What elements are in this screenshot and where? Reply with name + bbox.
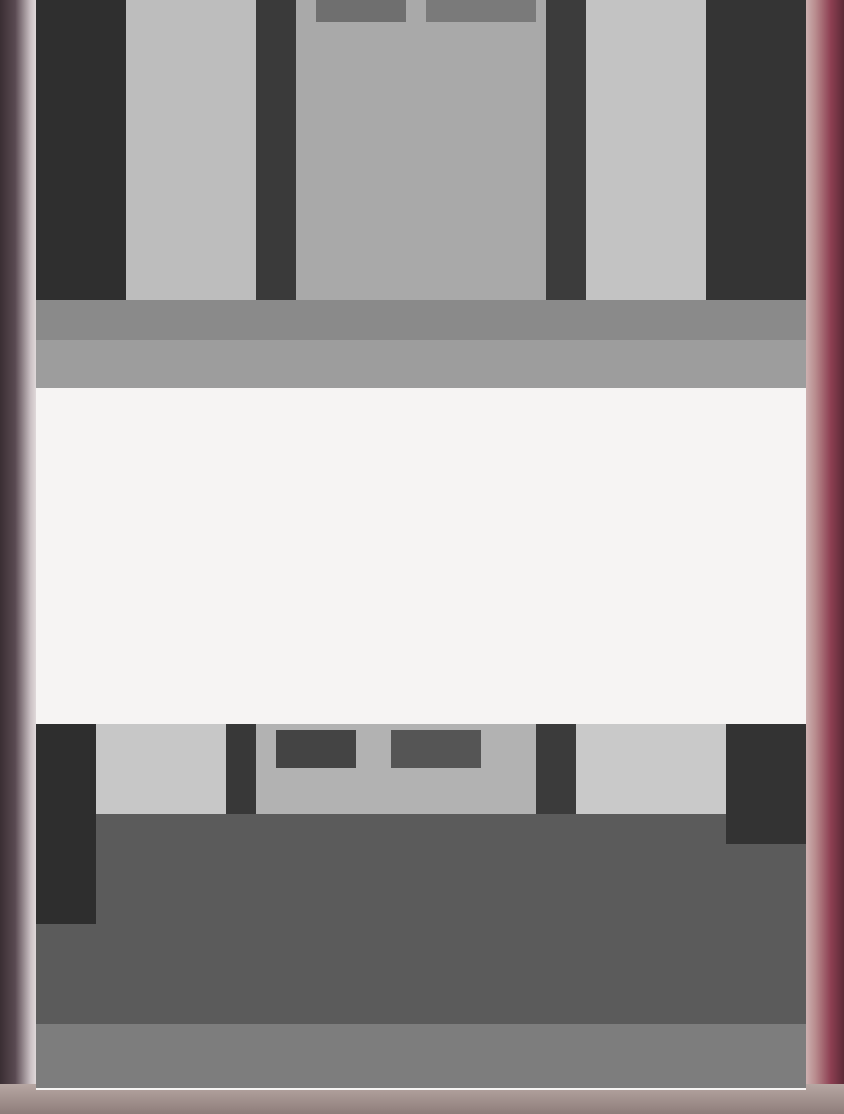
yearbook-page (36, 0, 806, 1090)
binding-edge-left (0, 0, 38, 1114)
page-edge-right (800, 0, 844, 1114)
class-photo-bottom (36, 724, 806, 1088)
class-photo-top (36, 0, 806, 388)
